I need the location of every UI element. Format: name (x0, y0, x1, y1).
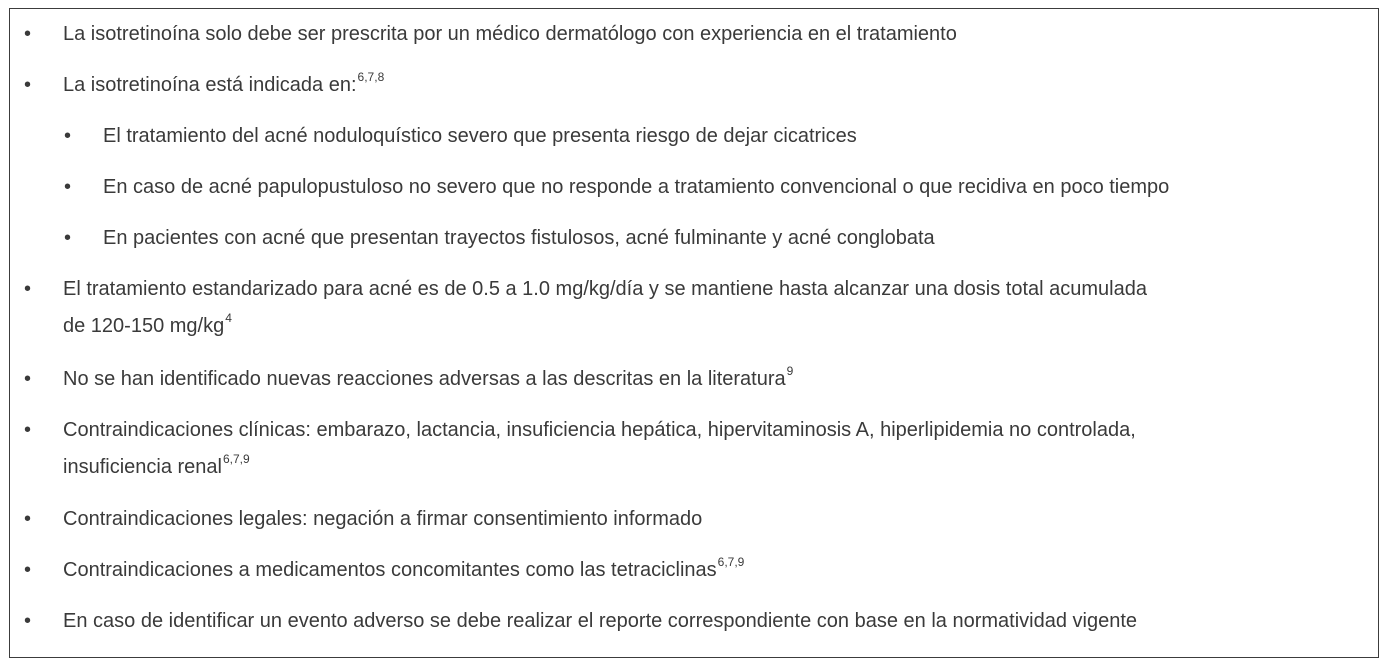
list-item-text: insuficiencia renal (63, 456, 222, 478)
list-item (63, 603, 1137, 639)
list-item-text: La isotretinoína solo debe ser prescrita por un médico dermatólogo con experiencia en el tratamiento (63, 23, 957, 45)
sub-bullet-marker: • (64, 125, 72, 147)
sub-bullet-marker: • (64, 227, 72, 249)
list-item-text: Contraindicaciones a medicamentos concomitantes como las tetraciclinas (63, 559, 717, 581)
list-item-text: En pacientes con acné que presentan trayectos fistulosos, acné fulminante y acné conglobata (103, 227, 935, 249)
bullet-marker: • (24, 23, 32, 45)
list-item-text: El tratamiento del acné noduloquístico severo que presenta riesgo de dejar cicatrices (103, 125, 857, 147)
list-item (63, 552, 744, 590)
sub-bullet-marker: • (64, 176, 72, 198)
list-item (63, 271, 1147, 307)
list-item (63, 501, 702, 537)
citation-superscript: 6,7,8 (357, 70, 385, 84)
list-item-text: No se han identificado nuevas reacciones adversas a las descritas en la literatura (63, 368, 786, 390)
bullet-marker: • (24, 610, 32, 632)
list-item-text: Contraindicaciones legales: negación a firmar consentimiento informado (63, 508, 703, 530)
list-item-text: Contraindicaciones clínicas: embarazo, lactancia, insuficiencia hepática, hipervitaminosis A, hiperlipidemia no controlada, (63, 419, 1136, 441)
bullet-marker: • (24, 508, 32, 530)
citation-superscript: 9 (786, 364, 794, 378)
bullet-marker: • (24, 368, 32, 390)
list-item-text: La isotretinoína está indicada en: (63, 74, 357, 96)
bullet-marker: • (24, 419, 32, 441)
list-item (63, 67, 384, 105)
citation-superscript: 6,7,9 (222, 452, 250, 466)
list-item-continuation (63, 449, 250, 487)
bullet-marker: • (24, 278, 32, 300)
sub-list-item (103, 220, 935, 256)
list-item-text: de 120-150 mg/kg (63, 315, 225, 337)
list-item (63, 16, 957, 52)
citation-superscript: 4 (225, 311, 232, 325)
sub-list-item (103, 169, 1169, 205)
list-item-continuation (63, 308, 232, 346)
citation-superscript: 6,7,9 (717, 555, 745, 569)
sub-list-item (103, 118, 857, 154)
list-item (63, 412, 1136, 448)
bullet-marker: • (24, 559, 32, 581)
list-item (63, 361, 793, 399)
list-item-text: En caso de acné papulopustuloso no severo que no responde a tratamiento convencional o que recidiva en poco tiempo (103, 176, 1170, 198)
bullet-marker: • (24, 74, 32, 96)
list-item-text: El tratamiento estandarizado para acné es de 0.5 a 1.0 mg/kg/día y se mantiene hasta alcanzar una dosis total acumulada (63, 278, 1147, 300)
list-item-text: En caso de identificar un evento adverso se debe realizar el reporte correspondiente con base en la normatividad vigente (63, 610, 1137, 632)
